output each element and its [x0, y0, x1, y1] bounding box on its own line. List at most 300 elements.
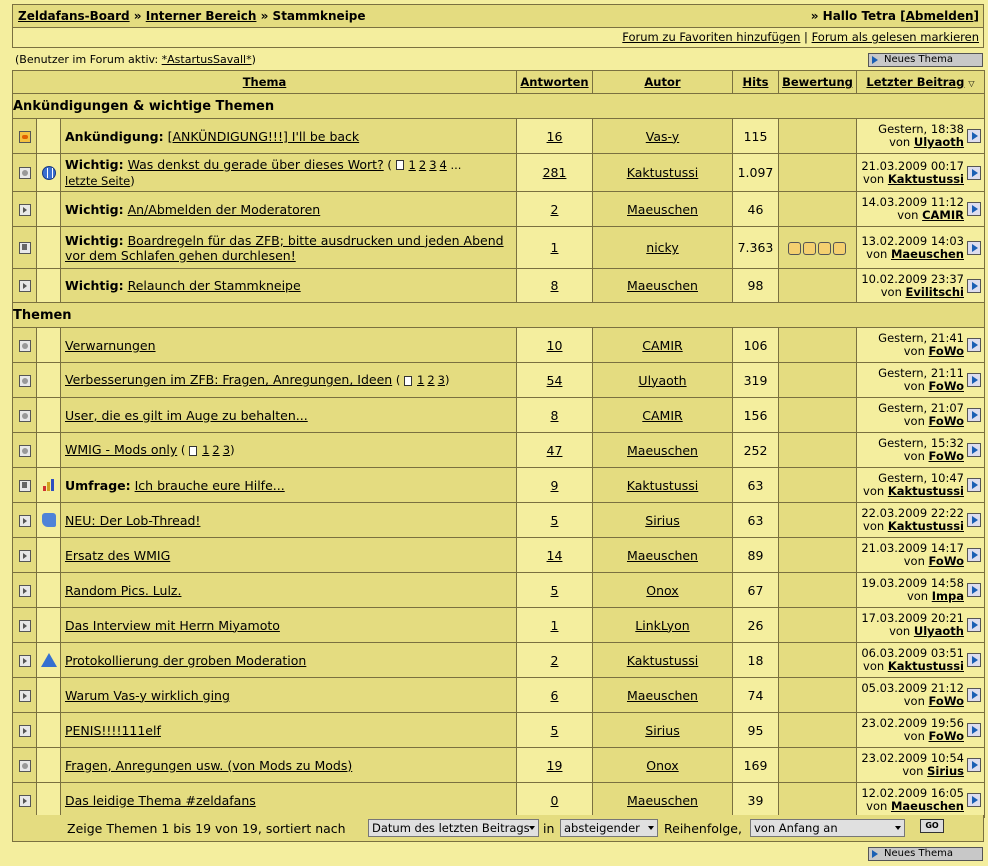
section-title: Themen: [13, 303, 985, 328]
go-to-last-post-icon[interactable]: [967, 478, 981, 492]
rating-cell: [779, 433, 857, 468]
status-cell: [13, 503, 37, 538]
last-post-by: von: [902, 764, 924, 778]
hot-topic-icon: [19, 167, 31, 179]
go-to-last-post-icon[interactable]: [967, 758, 981, 772]
author-link[interactable]: Maeuschen: [627, 201, 698, 217]
pages-ellipsis: ...: [450, 157, 462, 172]
topic-icon: [19, 550, 31, 562]
topic-link[interactable]: User, die es gilt im Auge zu behalten...: [65, 407, 308, 423]
hits-cell: 63: [733, 468, 779, 503]
replies-link[interactable]: 281: [542, 165, 567, 180]
status-cell: [13, 227, 37, 269]
replies-link[interactable]: 5: [550, 582, 559, 598]
hits-cell: 39: [733, 783, 779, 818]
topic-icon-cell: [37, 538, 61, 573]
author-cell: [593, 678, 733, 713]
author-link[interactable]: Maeuschen: [627, 792, 698, 808]
author-link[interactable]: nicky: [646, 240, 679, 255]
last-post-user-link[interactable]: CAMIR: [922, 208, 964, 222]
col-thema: [13, 71, 517, 94]
topic-cell: [61, 433, 517, 468]
page-link[interactable]: 4: [439, 157, 447, 172]
go-to-last-post-icon[interactable]: [967, 166, 981, 180]
sort-bar: [12, 815, 984, 842]
last-post-cell: [857, 154, 985, 192]
author-cell: [593, 363, 733, 398]
last-post-cell: [857, 573, 985, 608]
last-post-user-link[interactable]: Kaktustussi: [887, 484, 964, 498]
topic-icon-cell: [37, 433, 61, 468]
replies-link[interactable]: 8: [550, 278, 559, 293]
table-row: [13, 748, 985, 783]
author-link[interactable]: Maeuschen: [627, 442, 698, 458]
replies-link[interactable]: 10: [546, 337, 563, 353]
topic-cell: [61, 363, 517, 398]
replies-link[interactable]: 1: [550, 617, 559, 633]
section-title: Ankündigungen & wichtige Themen: [13, 94, 985, 119]
topic-icon-cell: [37, 573, 61, 608]
last-post-user-link[interactable]: Maeuschen: [890, 246, 964, 261]
replies-link[interactable]: 1: [550, 240, 559, 255]
topic-link[interactable]: Das Interview mit Herrn Miyamoto: [65, 617, 280, 633]
last-post-cell: [857, 328, 985, 363]
go-to-last-post-icon[interactable]: [967, 688, 981, 702]
topic-link[interactable]: Protokollierung der groben Moderation: [65, 652, 307, 668]
author-link[interactable]: Onox: [646, 582, 679, 598]
last-post-by: von: [903, 729, 925, 743]
author-link[interactable]: Maeuschen: [627, 278, 698, 293]
rating-cell: [779, 678, 857, 713]
replies-cell: [517, 643, 593, 678]
topic-cell: [61, 269, 517, 303]
topic-icon: [19, 795, 31, 807]
last-post-by: von: [866, 246, 888, 261]
last-post-cell: [857, 119, 985, 154]
announcement-icon: [19, 131, 31, 143]
replies-link[interactable]: 8: [550, 407, 559, 423]
sort-order-select[interactable]: absteigender: [560, 819, 658, 837]
author-link[interactable]: CAMIR: [642, 407, 683, 423]
pages-icon: [404, 376, 412, 386]
go-to-last-post-icon[interactable]: [967, 618, 981, 632]
col-bewertung: [779, 71, 857, 94]
topic-cell: [61, 783, 517, 818]
replies-link[interactable]: 47: [546, 442, 563, 458]
topic-cell: [61, 573, 517, 608]
author-link[interactable]: Vas-y: [645, 128, 680, 144]
topic-prefix: Ankündigung:: [65, 128, 164, 144]
locked-icon: [19, 242, 31, 254]
pages-icon: [396, 160, 404, 170]
replies-link[interactable]: 9: [550, 477, 559, 493]
topic-table: [12, 70, 985, 818]
mark-read-link[interactable]: Forum als gelesen markieren: [811, 30, 979, 44]
logout-link[interactable]: Abmelden: [905, 9, 974, 23]
sort-hits-link[interactable]: Hits: [742, 75, 769, 89]
new-topic-button[interactable]: Neues Thema: [868, 847, 983, 861]
topic-icon-cell: [37, 363, 61, 398]
go-to-last-post-icon[interactable]: [967, 723, 981, 737]
author-link[interactable]: Kaktustussi: [626, 477, 699, 493]
last-post-date: Gestern, 10:47: [878, 471, 964, 485]
rating-cell: [779, 573, 857, 608]
table-row: [13, 468, 985, 503]
rating-cell: [779, 119, 857, 154]
add-favorite-link[interactable]: Forum zu Favoriten hinzufügen: [622, 30, 801, 44]
replies-link[interactable]: 54: [546, 372, 563, 388]
topic-link[interactable]: [ANKÜNDIGUNG!!!] I'll be back: [167, 128, 360, 144]
page-link[interactable]: 2: [418, 157, 427, 172]
replies-link[interactable]: 0: [550, 792, 559, 808]
last-post-user-link[interactable]: Sirius: [927, 764, 964, 778]
last-post-user-link[interactable]: Evilitschi: [905, 284, 964, 299]
topic-cell: [61, 154, 517, 192]
last-post-date: 21.03.2009 14:17: [861, 541, 964, 555]
replies-link[interactable]: 2: [550, 201, 559, 217]
last-post-by: von: [903, 449, 925, 463]
hits-cell: 7.363: [733, 227, 779, 269]
hits-cell: 115: [733, 119, 779, 154]
rating-cell: [779, 328, 857, 363]
breadcrumb-separator: »: [256, 9, 273, 23]
replies-link[interactable]: 2: [550, 652, 559, 668]
last-post-date: Gestern, 21:07: [878, 401, 964, 415]
status-cell: [13, 154, 37, 192]
table-row: [13, 433, 985, 468]
go-to-last-post-icon[interactable]: [967, 513, 981, 527]
last-post-date: 12.02.2009 16:05: [861, 786, 964, 800]
last-post-user-link[interactable]: FoWo: [928, 344, 964, 358]
replies-cell: [517, 398, 593, 433]
last-post-by: von: [903, 414, 925, 428]
author-link[interactable]: CAMIR: [642, 337, 683, 353]
hits-cell: 74: [733, 678, 779, 713]
topic-link[interactable]: Ersatz des WMIG: [65, 547, 171, 563]
topic-link[interactable]: Das leidige Thema #zeldafans: [65, 792, 256, 808]
sort-antworten-link[interactable]: Antworten: [520, 75, 589, 89]
topic-icon-cell: [37, 269, 61, 303]
last-post-user-link[interactable]: Kaktustussi: [887, 171, 964, 186]
sort-bewertung-link[interactable]: Bewertung: [782, 75, 853, 89]
author-link[interactable]: Maeuschen: [627, 547, 698, 563]
topic-icon-cell: [37, 398, 61, 433]
table-row: [13, 783, 985, 818]
table-row: [13, 678, 985, 713]
page-link[interactable]: 3: [429, 157, 437, 172]
col-hits: [733, 71, 779, 94]
status-cell: [13, 433, 37, 468]
status-cell: [13, 783, 37, 818]
author-cell: [593, 573, 733, 608]
status-cell: [13, 678, 37, 713]
author-link[interactable]: Sirius: [645, 722, 680, 738]
topic-link[interactable]: Fragen, Anregungen usw. (von Mods zu Mods): [65, 757, 353, 773]
author-link[interactable]: Ulyaoth: [638, 372, 687, 388]
replies-link[interactable]: 6: [550, 687, 559, 703]
last-post-user-link[interactable]: Kaktustussi: [887, 659, 964, 673]
replies-cell: [517, 119, 593, 154]
go-to-last-post-icon[interactable]: [967, 443, 981, 457]
topic-link[interactable]: PENIS!!!!111elf: [65, 722, 161, 738]
go-to-last-post-icon[interactable]: [967, 129, 981, 143]
replies-link[interactable]: 19: [546, 757, 563, 773]
topic-link[interactable]: Warum Vas-y wirklich ging: [65, 687, 230, 703]
rating-cell: [779, 398, 857, 433]
go-to-last-post-icon[interactable]: [967, 653, 981, 667]
replies-cell: [517, 783, 593, 818]
author-link[interactable]: Sirius: [645, 512, 680, 528]
replies-cell: [517, 269, 593, 303]
author-link[interactable]: Kaktustussi: [626, 165, 699, 180]
last-post-by: von: [906, 589, 929, 603]
topic-icon-cell: [37, 192, 61, 227]
section-header: [13, 94, 985, 119]
last-post-user-link[interactable]: Maeuschen: [890, 799, 964, 813]
table-row: [13, 398, 985, 433]
col-letzter-beitrag: [857, 71, 985, 94]
active-users: [15, 53, 256, 66]
poll-icon: [42, 478, 56, 492]
topic-icon-cell: [37, 748, 61, 783]
topic-link[interactable]: Was denkst du gerade über dieses Wort?: [127, 156, 384, 172]
page-link[interactable]: 2: [427, 373, 435, 387]
sort-by-select[interactable]: Datum des letzten Beitrags: [368, 819, 539, 837]
topic-link[interactable]: Relaunch der Stammkneipe: [127, 278, 301, 293]
topic-icon: [19, 515, 31, 527]
rating-cell: [779, 503, 857, 538]
author-cell: [593, 398, 733, 433]
topic-icon-cell: [37, 678, 61, 713]
last-post-by: von: [863, 484, 885, 498]
table-row: [13, 269, 985, 303]
warning-icon: [41, 653, 57, 667]
topic-prefix: Umfrage:: [65, 477, 131, 493]
status-cell: [13, 192, 37, 227]
topic-link[interactable]: Random Pics. Lulz.: [65, 582, 182, 598]
status-cell: [13, 363, 37, 398]
go-to-last-post-icon[interactable]: [967, 202, 981, 216]
last-post-cell: [857, 398, 985, 433]
go-button[interactable]: GO: [920, 819, 944, 833]
author-cell: [593, 643, 733, 678]
hits-cell: 319: [733, 363, 779, 398]
sort-desc-icon: ▽: [968, 79, 975, 88]
last-post-cell: [857, 192, 985, 227]
replies-cell: [517, 713, 593, 748]
replies-cell: [517, 608, 593, 643]
author-cell: [593, 608, 733, 643]
topic-icon: [19, 620, 31, 632]
topic-icon-cell: [37, 468, 61, 503]
hits-cell: 18: [733, 643, 779, 678]
last-post-by: von: [903, 344, 925, 358]
greeting-suffix: ]: [973, 9, 979, 23]
rating-cell: [779, 192, 857, 227]
last-post-cell: [857, 713, 985, 748]
author-cell: [593, 713, 733, 748]
last-post-by: von: [866, 799, 888, 813]
greeting-text: » Hallo Tetra [: [810, 9, 906, 23]
time-range-select[interactable]: von Anfang an: [750, 819, 905, 837]
author-link[interactable]: Maeuschen: [627, 687, 698, 703]
table-row: [13, 119, 985, 154]
last-post-user-link[interactable]: FoWo: [928, 554, 964, 568]
status-cell: [13, 119, 37, 154]
topic-link[interactable]: Verbesserungen im ZFB: Fragen, Anregungen, Ideen: [65, 372, 393, 387]
active-users-suffix: ): [251, 53, 256, 66]
author-link[interactable]: Onox: [646, 757, 679, 773]
topic-icon-cell: [37, 227, 61, 269]
hits-cell: 89: [733, 538, 779, 573]
replies-cell: [517, 678, 593, 713]
rating-cell: [779, 643, 857, 678]
hot-topic-icon: [19, 760, 31, 772]
replies-cell: [517, 503, 593, 538]
last-post-by: von: [863, 659, 885, 673]
breadcrumb-board-link[interactable]: Zeldafans-Board: [18, 9, 130, 23]
status-cell: [13, 573, 37, 608]
author-cell: [593, 227, 733, 269]
last-post-by: von: [903, 554, 925, 568]
topic-icon-cell: [37, 328, 61, 363]
last-post-cell: [857, 538, 985, 573]
last-post-user-link[interactable]: Impa: [931, 589, 964, 603]
go-to-last-post-icon[interactable]: [967, 241, 981, 255]
table-row: [13, 573, 985, 608]
sort-in-label: in: [543, 821, 555, 836]
last-post-cell: [857, 269, 985, 303]
col-antworten: [517, 71, 593, 94]
topic-rows: [13, 94, 985, 818]
forum-actions-bar: [12, 28, 984, 48]
user-greeting: [811, 9, 979, 23]
replies-cell: [517, 748, 593, 783]
breadcrumb-section-link[interactable]: Interner Bereich: [145, 9, 257, 23]
hits-cell: 46: [733, 192, 779, 227]
topic-cell: [61, 119, 517, 154]
go-to-last-post-icon[interactable]: [967, 583, 981, 597]
author-link[interactable]: Kaktustussi: [626, 652, 699, 668]
status-cell: [13, 608, 37, 643]
last-post-date: 23.02.2009 10:54: [861, 751, 964, 765]
table-row: [13, 713, 985, 748]
go-to-last-post-icon[interactable]: [967, 338, 981, 352]
author-cell: [593, 269, 733, 303]
last-post-by: von: [863, 519, 885, 533]
replies-link[interactable]: 16: [546, 128, 563, 144]
topic-link[interactable]: An/Abmelden der Moderatoren: [127, 201, 321, 217]
topic-prefix: Wichtig:: [65, 232, 124, 248]
replies-link[interactable]: 5: [550, 512, 559, 528]
go-to-last-post-icon[interactable]: [967, 548, 981, 562]
last-post-cell: [857, 783, 985, 818]
page-link[interactable]: 1: [417, 373, 425, 387]
new-topic-button[interactable]: Neues Thema: [868, 53, 983, 67]
sort-letzter-link[interactable]: Letzter Beitrag: [866, 75, 965, 89]
last-post-user-link[interactable]: Ulyaoth: [913, 135, 964, 149]
last-post-date: 19.03.2009 14:58: [861, 576, 964, 590]
last-post-user-link[interactable]: FoWo: [928, 729, 964, 743]
status-cell: [13, 643, 37, 678]
last-post-user-link[interactable]: FoWo: [928, 449, 964, 463]
topic-link[interactable]: Verwarnungen: [65, 337, 156, 353]
hot-topic-icon: [19, 410, 31, 422]
last-post-cell: [857, 643, 985, 678]
last-post-user-link[interactable]: FoWo: [928, 414, 964, 428]
table-row: [13, 538, 985, 573]
topic-link[interactable]: NEU: Der Lob-Thread!: [65, 512, 201, 528]
topic-cell: [61, 748, 517, 783]
breadcrumb-bar: [12, 4, 984, 28]
last-post-by: von: [889, 624, 911, 638]
replies-cell: [517, 363, 593, 398]
topic-link[interactable]: Ich brauche eure Hilfe...: [134, 477, 285, 493]
author-link[interactable]: LinkLyon: [635, 617, 690, 633]
go-to-last-post-icon[interactable]: [967, 373, 981, 387]
replies-link[interactable]: 5: [550, 722, 559, 738]
page-link[interactable]: 3: [222, 443, 231, 457]
table-row: [13, 154, 985, 192]
hits-cell: 26: [733, 608, 779, 643]
sort-reihenfolge-label: Reihenfolge,: [664, 821, 742, 836]
topic-link[interactable]: WMIG - Mods only: [65, 442, 178, 457]
status-cell: [13, 328, 37, 363]
last-post-cell: [857, 608, 985, 643]
last-post-user-link[interactable]: Kaktustussi: [887, 519, 964, 533]
table-row: [13, 503, 985, 538]
last-post-user-link[interactable]: FoWo: [928, 379, 964, 393]
page-link[interactable]: 1: [408, 157, 416, 172]
topic-link[interactable]: Boardregeln für das ZFB; bitte ausdrucken und jeden Abend vor dem Schlafen gehen durchlesen!: [65, 232, 504, 263]
author-cell: [593, 119, 733, 154]
page-link[interactable]: 2: [212, 443, 220, 457]
replies-cell: [517, 192, 593, 227]
topic-cell: [61, 643, 517, 678]
rating-cell: [779, 538, 857, 573]
replies-link[interactable]: 14: [546, 547, 563, 563]
topic-icon: [19, 585, 31, 597]
locked-icon: [19, 480, 31, 492]
sort-autor-link[interactable]: Autor: [644, 75, 681, 89]
last-post-cell: [857, 363, 985, 398]
go-to-last-post-icon[interactable]: [967, 279, 981, 293]
hits-cell: 67: [733, 573, 779, 608]
hits-cell: 98: [733, 269, 779, 303]
go-to-last-post-icon[interactable]: [967, 793, 981, 807]
last-post-cell: [857, 433, 985, 468]
page-link[interactable]: 3: [437, 373, 445, 387]
page-link[interactable]: 1: [202, 443, 210, 457]
go-to-last-post-icon[interactable]: [967, 408, 981, 422]
author-cell: [593, 503, 733, 538]
last-post-user-link[interactable]: FoWo: [928, 694, 964, 708]
sort-thema-link[interactable]: Thema: [242, 75, 287, 89]
author-cell: [593, 192, 733, 227]
topic-icon-cell: [37, 713, 61, 748]
rating-cell: [779, 363, 857, 398]
globe-icon: [42, 166, 56, 180]
last-post-date: 06.03.2009 03:51: [861, 646, 964, 660]
last-page-link[interactable]: letzte Seite: [65, 173, 131, 188]
last-post-date: Gestern, 21:11: [878, 366, 964, 380]
rating-thumbs-icon: [788, 240, 848, 255]
active-user-link[interactable]: *AstartusSavall*: [161, 53, 252, 66]
last-post-user-link[interactable]: Ulyaoth: [913, 624, 964, 638]
breadcrumb-separator: »: [129, 9, 146, 23]
replies-cell: [517, 227, 593, 269]
topic-icon: [19, 725, 31, 737]
